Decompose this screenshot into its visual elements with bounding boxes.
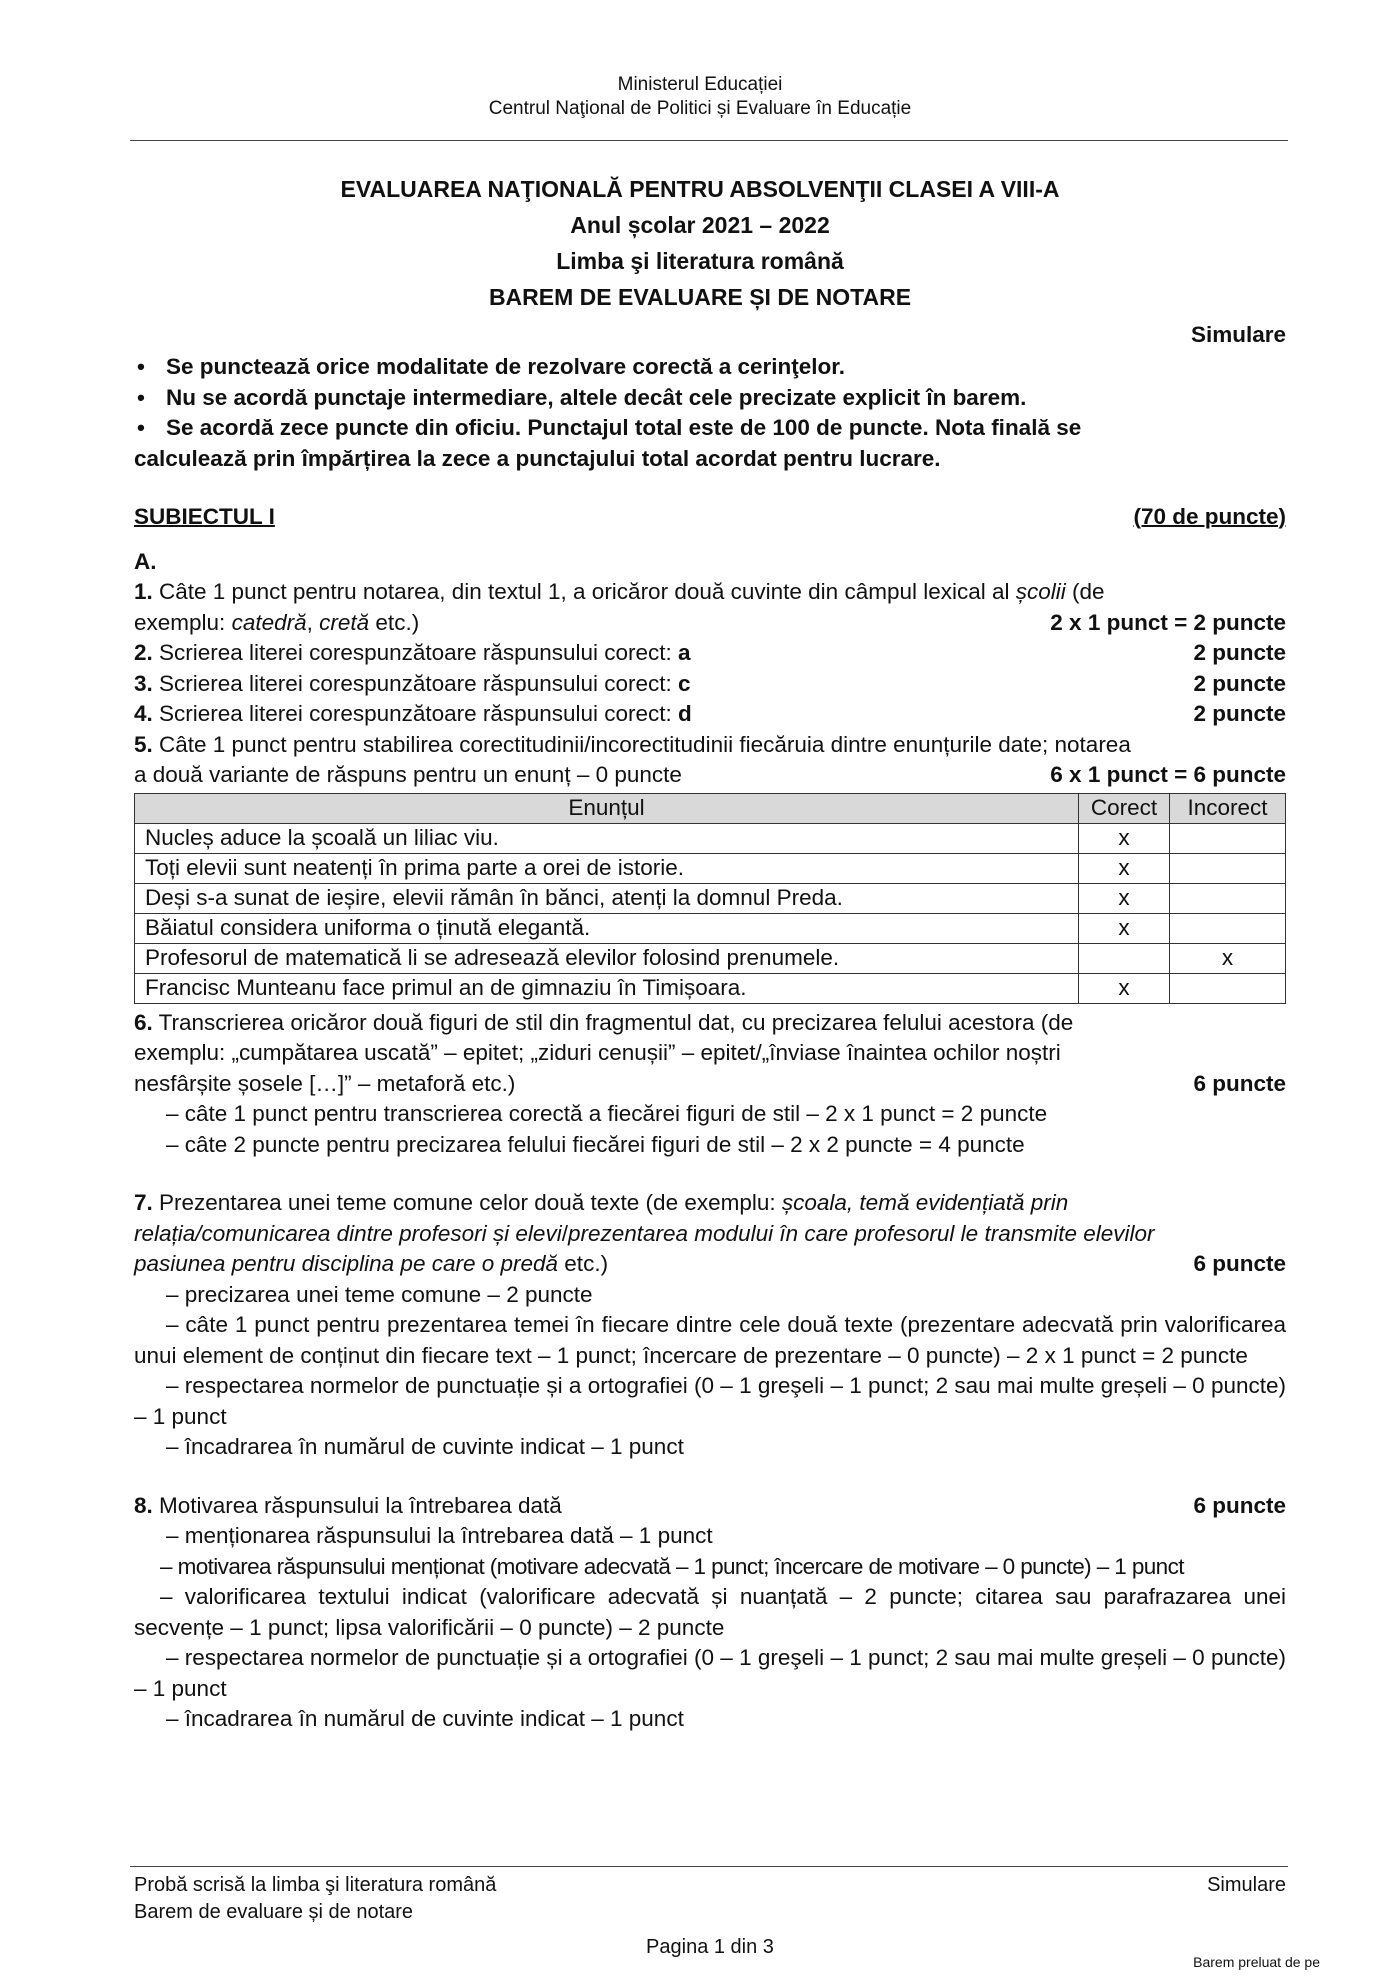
- scoring-detail: – respectarea normelor de punctuație și a ortografiei (0 – 1 greşeli – 1 punct; 2 sau mai multe greșeli – 0 puncte) – 1 punct: [134, 1373, 1286, 1429]
- scoring-detail: – câte 1 punct pentru transcrierea corectă a fiecărei figuri de stil – 2 x 1 punct = 2 puncte: [166, 1101, 1048, 1126]
- table-row: Băiatul considera uniforma o ținută elegantă. x: [135, 913, 1286, 943]
- column-header: Enunțul: [135, 793, 1079, 823]
- scoring-detail: – încadrarea în numărul de cuvinte indicat – 1 punct: [166, 1434, 684, 1459]
- question-5: 5. Câte 1 punct pentru stabilirea corectitudinii/incorectitudinii fiecăruia dintre enunțurile date; notarea a două variante de răspuns pentru un enunț – 0 puncte 6 x 1 punct = 6 puncte Enunțul Corect Incorect Nucleș aduce la școală un liliac viu. x Toți elevii sunt neatenți în prima parte a orei de istorie. x Deși s-a sunat de ieșire, elevii rămân în bănci, atenți la domnul Preda. x Băiatul considera uniforma o ținută elegantă. x Profesorul de matematică li se adresează elevilor folosind prenumele. x Francisc Munteanu face primul an de gimnaziu în Timișoara. x: [134, 730, 1286, 1004]
- scoring-detail: – încadrarea în numărul de cuvinte indicat – 1 punct: [166, 1706, 684, 1731]
- footer-doc-type: Barem de evaluare și de notare: [134, 1901, 414, 1923]
- rule-item: • Nu se acordă punctaje intermediare, altele decât cele precizate explicit în barem.: [134, 383, 1286, 414]
- footer-divider: [130, 1866, 1288, 1867]
- column-header: Corect: [1079, 793, 1170, 823]
- question-score: 6 puncte: [1193, 1070, 1286, 1096]
- footer: [134, 1872, 1286, 1961]
- variant-label: Simulare: [1190, 322, 1286, 347]
- column-header: Incorect: [1170, 793, 1286, 823]
- footer-exam: Probă scrisă la limba şi literatura română: [134, 1874, 497, 1896]
- question-score: 2 puncte: [1193, 640, 1286, 665]
- question-score: 6 puncte: [1193, 1251, 1286, 1276]
- table-row: Toți elevii sunt neatenți în prima parte a orei de istorie. x: [135, 853, 1286, 883]
- question-6: 6. Transcrierea oricăror două figuri de stil din fragmentul dat, cu precizarea felului acestora (de exemplu: „cumpătarea uscată” – epitet; „ziduri cenușii” – epitet/„înviase înaintea ochilor noștri nesfârșite șosele […]” – metaforă etc.) 6 puncte – câte 1 punct pentru transcrierea corectă a fiecărei figuri de stil – 2 x 1 punct = 2 puncte – câte 2 puncte pentru precizarea felului fiecărei figuri de stil – 2 x 2 puncte = 4 puncte: [134, 1008, 1286, 1161]
- bullet-icon: •: [137, 415, 145, 440]
- document-body: [134, 318, 1286, 1735]
- scoring-detail: – motivarea răspunsului menționat (motivare adecvată – 1 punct; încercare de motivare – 0 puncte) – 1 punct: [160, 1553, 1184, 1579]
- exam-title: EVALUAREA NAŢIONALĂ PENTRU ABSOLVENŢII CLASEI A VIII-A: [340, 176, 1060, 202]
- section-header: [134, 502, 1286, 533]
- table-row: Deși s-a sunat de ieșire, elevii rămân în bănci, atenți la domnul Preda. x: [135, 883, 1286, 913]
- scoring-detail: – câte 2 puncte pentru precizarea felului fiecărei figuri de stil – 2 x 2 puncte = 4 puncte: [166, 1131, 1025, 1157]
- scoring-detail: – menționarea răspunsului la întrebarea dată – 1 punct: [166, 1523, 713, 1548]
- school-year: Anul școlar 2021 – 2022: [570, 212, 830, 238]
- barem-title: BAREM DE EVALUARE ȘI DE NOTARE: [488, 284, 912, 310]
- scoring-detail: – respectarea normelor de punctuație și a ortografiei (0 – 1 greşeli – 1 punct; 2 sau mai multe greșeli – 0 puncte) – 1 punct: [134, 1645, 1286, 1701]
- question-2: 2. Scrierea literei corespunzătoare răspunsului corect: a 2 puncte: [134, 638, 1286, 669]
- page-number: Pagina 1 din 3: [646, 1936, 774, 1958]
- table-row: Francisc Munteanu face primul an de gimnaziu în Timișoara. x: [135, 973, 1286, 1003]
- scoring-detail: – valorificarea textului indicat (valorificare adecvată și nuanțată – 2 puncte; citarea sau parafrazarea unei secvențe – 1 punct; lipsa valorificării – 0 puncte) – 2 puncte: [134, 1584, 1286, 1640]
- part-label: A.: [134, 548, 157, 574]
- question-score: 2 puncte: [1193, 701, 1286, 726]
- bullet-icon: •: [137, 384, 145, 410]
- statements-table: [134, 793, 1286, 1004]
- question-8: 8. Motivarea răspunsului la întrebarea dată 6 puncte – menționarea răspunsului la întrebarea dată – 1 punct – motivarea răspunsului menționat (motivare adecvată – 1 punct; încercare de motivare – 0 puncte) – 1 punct – valorificarea textului indicat (valorificare adecvată și nuanțată – 2 puncte; citarea sau parafrazarea unei secvențe – 1 punct; lipsa valorificării – 0 puncte) – 2 puncte – respectarea normelor de punctuație și a ortografiei (0 – 1 greşeli – 1 punct; 2 sau mai multe greșeli – 0 puncte) – 1 punct – încadrarea în numărul de cuvinte indicat – 1 punct: [134, 1491, 1286, 1735]
- source-note: Barem preluat de pe: [1193, 1954, 1320, 1970]
- rule-item-continued: calculează prin împărțirea la zece a punctajului total acordat pentru lucrare.: [134, 445, 941, 471]
- header-divider: [130, 140, 1288, 141]
- rule-item: • Se punctează orice modalitate de rezolvare corectă a cerinţelor.: [134, 352, 1286, 383]
- footer-variant: Simulare: [1207, 1874, 1286, 1896]
- table-row: Profesorul de matematică li se adresează elevilor folosind prenumele. x: [135, 943, 1286, 973]
- section-name: SUBIECTUL I: [134, 504, 275, 529]
- center-name: Centrul Naţional de Politici și Evaluare în Educație: [488, 98, 912, 119]
- question-score: 2 puncte: [1193, 670, 1286, 696]
- scoring-detail: – câte 1 punct pentru prezentarea temei în fiecare dintre cele două texte (prezentare adecvată prin valorificarea unui element de conținut din fiecare text – 1 punct; încercare de prezentare – 0 puncte) – 2 x 1 punct = 2 puncte: [134, 1312, 1286, 1368]
- question-score: 6 x 1 punct = 6 puncte: [1050, 762, 1286, 787]
- ministry-name: Ministerul Educației: [617, 74, 783, 95]
- table-row: Nucleș aduce la școală un liliac viu. x: [135, 823, 1286, 853]
- scoring-detail: – precizarea unei teme comune – 2 puncte: [166, 1281, 593, 1307]
- question-4: 4. Scrierea literei corespunzătoare răspunsului corect: d 2 puncte: [134, 699, 1286, 730]
- question-3: 3. Scrierea literei corespunzătoare răspunsului corect: c 2 puncte: [134, 669, 1286, 700]
- bullet-icon: •: [137, 354, 145, 379]
- question-score: 6 puncte: [1193, 1492, 1286, 1518]
- question-1: 1. Câte 1 punct pentru notarea, din textul 1, a oricăror două cuvinte din câmpul lexical al școlii (de exemplu: catedră, cretă etc.) 2 x 1 punct = 2 puncte: [134, 577, 1286, 638]
- subject-title: Limba şi literatura română: [556, 248, 844, 274]
- general-rules: [134, 352, 1286, 474]
- question-score: 2 x 1 punct = 2 puncte: [1050, 609, 1286, 635]
- section-points: (70 de puncte): [1133, 504, 1286, 529]
- question-7: 7. Prezentarea unei teme comune celor două texte (de exemplu: școala, temă evidențiată prin relația/comunicarea dintre profesori și elevi/prezentarea modului în care profesorul le transmite elevilor pasiunea pentru disciplina pe care o predă etc.) 6 puncte – precizarea unei teme comune – 2 puncte – câte 1 punct pentru prezentarea temei în fiecare dintre cele două texte (prezentare adecvată prin valorificarea unui element de conținut din fiecare text – 1 punct; încercare de prezentare – 0 puncte) – 2 x 1 punct = 2 puncte – respectarea normelor de punctuație și a ortografiei (0 – 1 greşeli – 1 punct; 2 sau mai multe greșeli – 0 puncte) – 1 punct – încadrarea în numărul de cuvinte indicat – 1 punct: [134, 1188, 1286, 1463]
- table-header-row: [135, 793, 1286, 823]
- rule-item: • Se acordă zece puncte din oficiu. Punctajul total este de 100 de puncte. Nota finală se: [134, 413, 1286, 444]
